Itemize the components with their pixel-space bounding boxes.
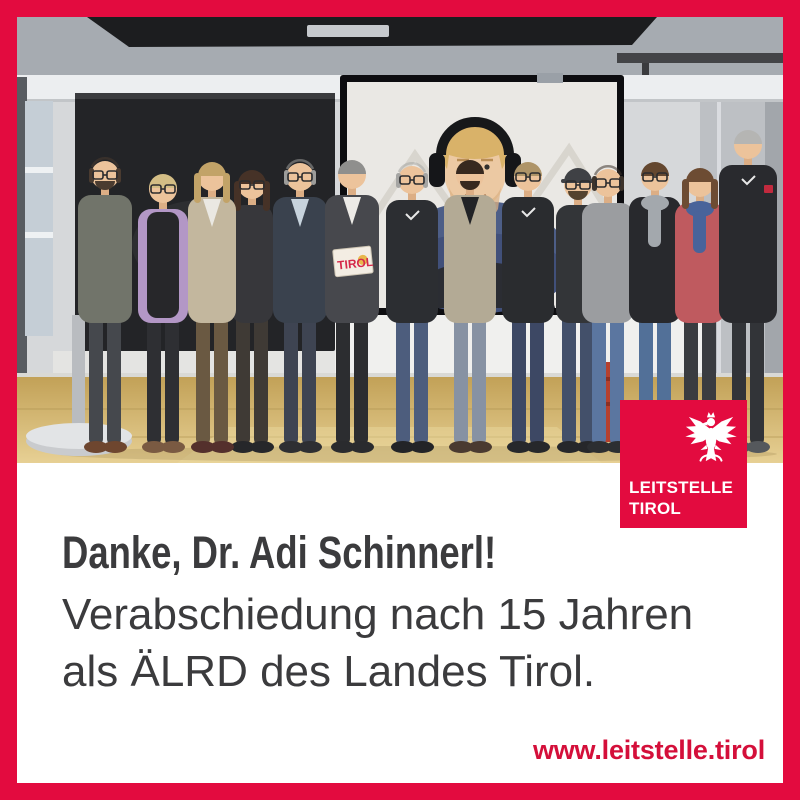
subheadline (62, 586, 783, 700)
subline-1: Verabschiedung nach 15 Jahren (62, 589, 694, 639)
tirol-eagle-icon (683, 407, 739, 471)
website-link[interactable]: www.leitstelle.tirol (532, 735, 765, 765)
subline-2: als ÄLRD des Landes Tirol. (62, 646, 596, 696)
ceiling-vent (307, 25, 389, 37)
svg-text:TIROL: TIROL (336, 254, 374, 273)
group-photo (17, 17, 783, 463)
window (25, 101, 53, 336)
tirol-gift-box (333, 246, 375, 277)
group-photo-illustration (17, 17, 783, 463)
leitstelle-tirol-logo (620, 400, 747, 528)
logo-wordmark: LEITSTELLE TIROL (629, 478, 733, 518)
headline: Danke, Dr. Adi Schinnerl! (62, 527, 497, 578)
